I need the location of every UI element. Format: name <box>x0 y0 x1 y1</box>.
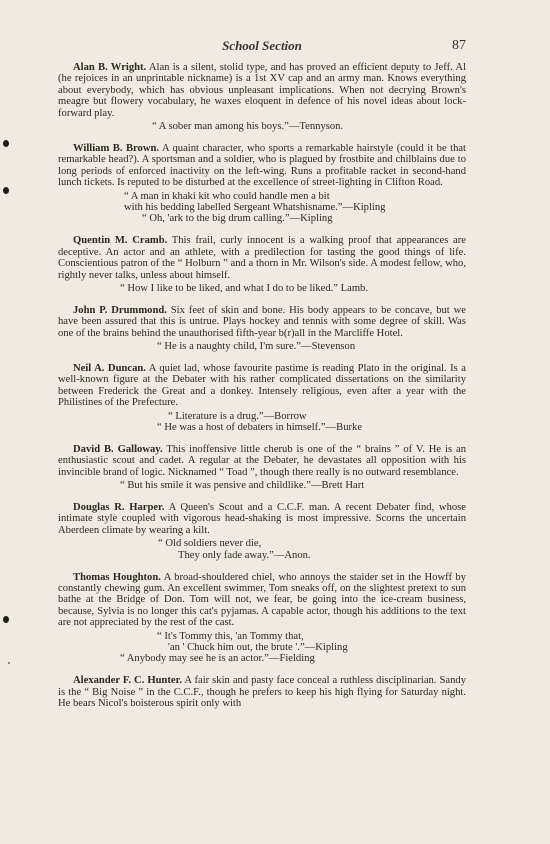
entry-paragraph <box>58 62 466 119</box>
entry <box>58 444 466 492</box>
entry-name: John P. Drummond. <box>73 304 167 316</box>
entry-name: William B. Brown. <box>73 142 160 154</box>
quote-line: They only fade away.”—Anon. <box>178 549 311 561</box>
speck <box>8 662 10 664</box>
quote-line: “ He is a naughty child, I'm sure.”—Stevenson <box>157 341 356 353</box>
entry-name: Alexander F. C. Hunter. <box>73 675 182 687</box>
quote-line: with his bedding labelled Sergeant Whatshisname.”—Kipling <box>124 201 386 213</box>
entry <box>58 62 466 132</box>
quote-line: “ A sober man among his boys.”—Tennyson. <box>152 121 344 133</box>
entry <box>58 305 466 353</box>
binding-hole-mark <box>3 140 9 147</box>
entry <box>58 363 466 433</box>
running-title: School Section <box>222 38 302 53</box>
entry-paragraph <box>58 305 466 339</box>
entry-quote <box>58 411 466 434</box>
entry-quote <box>58 121 466 132</box>
entry-paragraph <box>58 363 466 409</box>
entry-text: This inoffensive little cherub is one of the “ brains ” of V. He is an enthusiastic scout and cadet. A regular at the Debater, he devastates all opposition with his invincible brand of logic. Nicknamed “ Toad ”, though there really is no outward resemblance. <box>58 443 466 478</box>
quote-line: “ But his smile it was pensive and childlike.”—Brett Hart <box>120 480 365 492</box>
entry-text: Alan is a silent, stolid type, and has proved an efficient deputy to Jeff. Al (he rejoices in an unprintable nickname) is a 1st XV cap and an army man. Knows everything about everybody, which has obvious unpleasant implications. When not decrying Brown's meagre but flowery vocabulary, he waxes eloquent in defence of his novel ideas about lock-forward play. <box>58 62 466 119</box>
entry-paragraph <box>58 675 466 709</box>
entry-text: This frail, curly innocent is a walking proof that appearances are deceptive. An actor and an athlete, with a predilection for tasting the good things of life. Conscientious patron of the “ Holburn ” and a thorn in Mr. Wilson's side. A modest fellow, who, rightly never talks, unless about himself. <box>58 235 466 281</box>
entry-quote <box>58 191 466 225</box>
page-body <box>58 62 466 720</box>
entry <box>58 235 466 294</box>
entry <box>58 572 466 665</box>
entry-text: Six feet of skin and bone. His body appears to be concave, but we have been assured that this is untrue. Plays hockey and tennis with some degree of skill. Was one of the brains behind the unauthorised fifth-year b(r)all in the Marcliffe Hotel. <box>58 304 466 339</box>
page-number: 87 <box>452 38 466 53</box>
entry-paragraph <box>58 143 466 189</box>
entry-quote <box>58 283 466 294</box>
entry-quote <box>58 631 466 665</box>
entry-paragraph <box>58 235 466 281</box>
quote-line: “ He was a host of debaters in himself.”—Burke <box>157 421 363 433</box>
quote-line: “ Oh, 'ark to the big drum calling.”—Kipling <box>142 213 333 225</box>
entry-name: David B. Galloway. <box>73 443 163 455</box>
entry-name: Thomas Houghton. <box>73 571 161 583</box>
entry-quote <box>58 480 466 491</box>
entry-quote <box>58 341 466 352</box>
entry <box>58 675 466 709</box>
quote-line: “ A man in khaki kit who could handle men a bit <box>124 190 330 202</box>
entry-paragraph <box>58 572 466 629</box>
quote-line: “ Old soldiers never die, <box>158 538 262 550</box>
quote-line: 'an ' Chuck him out, the brute '.”—Kipling <box>168 641 348 653</box>
entry-name: Douglas R. Harper. <box>73 502 165 513</box>
entry-quote <box>58 538 466 561</box>
entry-paragraph <box>58 444 466 478</box>
entry <box>58 143 466 225</box>
binding-hole-mark <box>3 616 9 623</box>
entry-text: A quaint character, who sports a remarkable hairstyle (could it be that remarkable head?). A sportsman and a soldier, who is plagued by frostbite and chilblains due to long periods of enforced inactivity on the left-wing. Runs a profitable racket in second-hand lunch tickets. Is reputed to be disturbed at the excellence of street-lighting in Clifton Road. <box>58 142 467 189</box>
entry-name: Quentin M. Cramb. <box>73 235 168 247</box>
quote-line: “ Literature is a drug.”—Borrow <box>168 410 307 422</box>
entry-text: A Queen's Scout and a C.C.F. man. A recent Debater find, whose intimate style coupled with vigorous head-shaking is most impressive. Scorns the uncertain Aberdeen climate by wearing a kilt. <box>58 502 466 536</box>
entry-name: Alan B. Wright. <box>73 62 147 73</box>
entry-name: Neil A. Duncan. <box>73 362 146 374</box>
entry-text: A fair skin and pasty face conceal a ruthless disciplinarian. Sandy is the “ Big Noise ” in the C.C.F., though he prefers to keep his high flying for Saturday night. He bears Nicol's boisterous spirit only with <box>58 675 466 710</box>
quote-line: “ How I like to be liked, and what I do to be liked.” Lamb. <box>120 282 369 294</box>
entry-text: A broad-shouldered chiel, who annoys the staider set in the Howff by constantly chewing gum. An excellent swimmer, Tom sneaks off, on the slightest pretext to sun bathe at the Bridge of Don. Tom will not, we fear, be going into the ice-cream business, because, Sylvia is no longer this cat's pyjamas. A capable actor, though his additions to the text are not appreciated by the rest of the cast. <box>58 571 466 629</box>
entry-paragraph <box>58 502 466 536</box>
entry <box>58 502 466 561</box>
quote-line: “ It's Tommy this, 'an Tommy that, <box>157 630 304 642</box>
binding-hole-mark <box>3 187 9 194</box>
page-header <box>58 38 466 56</box>
entry-text: A quiet lad, whose favourite pastime is reading Plato in the original. Is a well-known figure at the Debater with his rather complicated dissertations on the similarity between Frederick the Great and a donkey. Intensely religious, even after a year with the Philistines of the Prefecture. <box>58 362 466 409</box>
quote-line: “ Anybody may see he is an actor.”—Fielding <box>120 653 315 665</box>
